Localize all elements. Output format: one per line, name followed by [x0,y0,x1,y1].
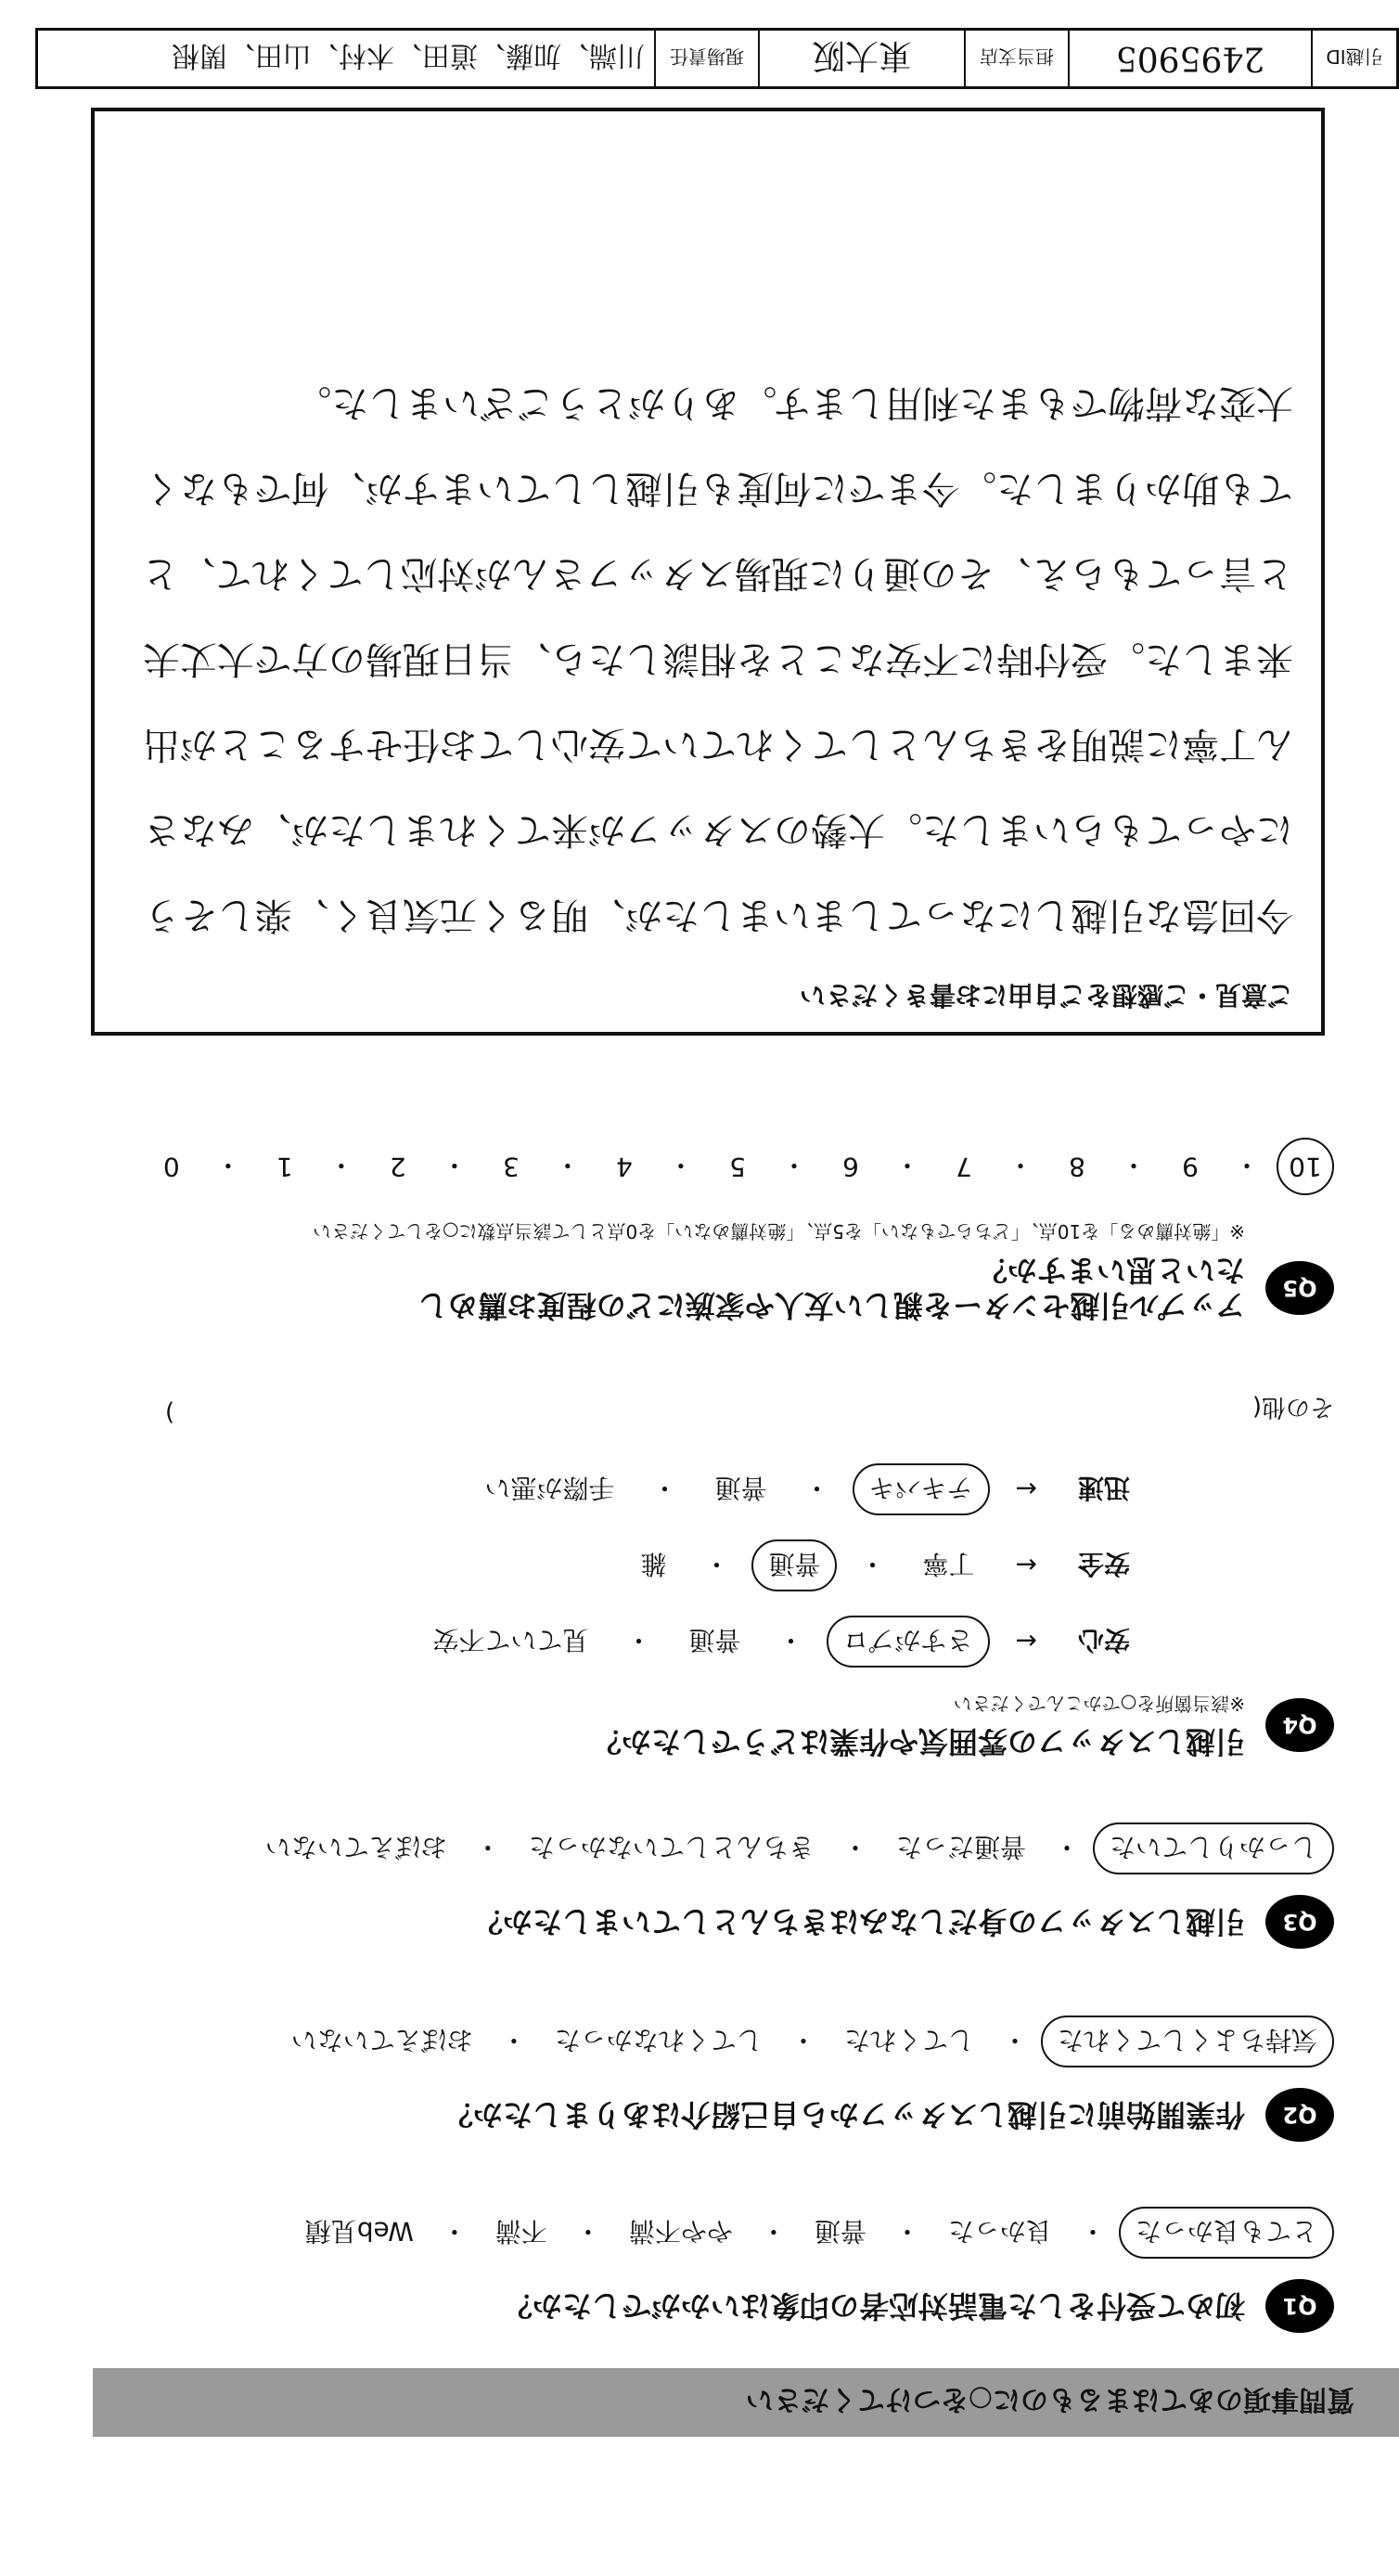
q4-other-close: ) [165,1397,175,1426]
q5-score-3[interactable]: 3 [502,1151,520,1182]
q4-other-field[interactable] [165,1392,1334,1426]
footer-info-table [35,28,1399,89]
footer-branch-value: 東大阪 [758,31,964,86]
q4-jinsoku-option-normal[interactable]: 普通 [714,1472,767,1503]
q1-option-unsatisfied[interactable]: 不満 [494,2216,547,2247]
comment-title: ご意見・ご感想をご自由にお書きください [799,980,1293,1011]
q5-score-7[interactable]: 7 [956,1151,972,1182]
q5-score-9[interactable]: 9 [1182,1151,1199,1182]
comment-box[interactable] [91,108,1325,1036]
q4-row-anzen: 安全 ← 丁寧 ・ 普通 ・ 雑 [35,1539,1130,1591]
q1-text: 初めて受付をした電話対応者の印象はいかがでしたか？ [502,2288,1245,2325]
q4-anzen-option-normal[interactable]: 普通 [751,1539,837,1591]
q2-option-dont-remember[interactable]: おぼえていない [290,2025,473,2055]
footer-leader-label: 現場責任 [654,31,758,86]
q4-jinsoku-option-quick[interactable]: テキパキ [853,1463,990,1515]
q4-row-label: 安全 [1077,1548,1130,1579]
arrow-left-icon: ← [1015,1626,1037,1657]
q1-option-normal[interactable]: 普通 [814,2216,866,2247]
q5-score-10[interactable]: 10 [1277,1138,1334,1195]
q3-option-normal[interactable]: 普通だった [895,1832,1026,1862]
q4-row-label: 迅速 [1077,1472,1130,1503]
q5-score-5[interactable]: 5 [729,1151,746,1182]
question-q1: Q1 初めて受付をした電話対応者の印象はいかがでしたか？ とても良かった ・ 良かった ・ 普通 ・ やや不満 ・ 不満 ・ Web見積 [35,2207,1334,2333]
q1-option-very-good[interactable]: とても良かった [1119,2207,1334,2259]
q2-option-did-not[interactable]: してくれなかった [554,2025,763,2055]
q4-anzen-option-careful[interactable]: 丁寧 [922,1548,975,1579]
q4-text: 引越しスタッフの雰囲気や作業はどうでしたか？ [591,1724,1245,1759]
q4-anshin-option-normal[interactable]: 普通 [688,1624,741,1655]
q5-text: アップル引越センターを親しい友人や家族にどの程度お薦めしたいと思いますか？ [417,1252,1245,1323]
footer-id-label: 引越ID [1311,31,1396,86]
arrow-left-icon: ← [1015,1550,1037,1581]
q3-text: 引越しスタッフの身だしなみはきちんとしていましたか？ [472,1904,1245,1940]
q5-score-0[interactable]: 0 [162,1151,180,1182]
q4-badge: Q4 [1265,1698,1334,1752]
q5-badge: Q5 [1265,1261,1334,1315]
q1-badge: Q1 [1265,2279,1334,2333]
q5-scale: 10 ・ 9 ・ 8 ・ 7 ・ 6 ・ 5 ・ 4 ・ 3 ・ 2 ・ 1 ・ 0 [35,1138,1334,1195]
q4-anshin-option-anxious[interactable]: 見ていて不安 [432,1624,589,1655]
q1-option-web-estimate[interactable]: Web見積 [304,2216,414,2247]
q3-badge: Q3 [1265,1895,1334,1949]
arrow-left-icon: ← [1015,1474,1037,1505]
q5-score-2[interactable]: 2 [389,1151,406,1182]
question-q3: Q3 引越しスタッフの身だしなみはきちんとしていましたか？ しっかりしていた ・ 普通だった ・ きちんとしていなかった ・ おぼえていない [35,1823,1334,1949]
footer-leader-value: 川端、加藤、道田、木村、山田、関根 [172,39,645,71]
q5-score-1[interactable]: 1 [276,1151,293,1182]
q1-option-somewhat-unsatisfied[interactable]: やや不満 [628,2216,733,2247]
q4-row-jinsoku: 迅速 ← テキパキ ・ 普通 ・ 手際が悪い [35,1463,1130,1515]
q4-row-anshin: 安心 ← さすがプロ ・ 普通 ・ 見ていて不安 [35,1616,1130,1668]
comment-handwritten-text: 今回急な引越しになってしまいましたが、明るく元気良く、楽しそうにやってもらいました。大勢のスタッフが来てくれましたが、みなさん丁寧に説明をきちんとしてくれていて安心してお任せすることが出来ました。受付時に不安なことを相談したら、当日現場の方で大丈夫と言ってもらえ、その通りに現場スタッフさんが対応してくれて、とても助かりました。今までに何度も引越ししていますが、何でもなく大変な荷物でもまた利用します。ありがとうございました。 [141,381,1293,936]
q4-other-label: その他( [1251,1392,1334,1421]
question-q5 [35,1138,1334,1323]
footer-id-value: 2495905 [1068,31,1311,86]
question-q2: Q2 作業開始前に引越しスタッフから自己紹介はありましたか？ 気持ちよくしてくれた ・ してくれた ・ してくれなかった ・ おぼえていない [35,2016,1334,2142]
q5-score-4[interactable]: 4 [616,1151,633,1182]
q2-badge: Q2 [1265,2088,1334,2142]
q4-anzen-option-rough[interactable]: 雑 [640,1548,667,1579]
q2-text: 作業開始前に引越しスタッフから自己紹介はありましたか？ [443,2097,1245,2133]
q4-anshin-option-pro[interactable]: さすがプロ [827,1616,990,1668]
q3-option-dont-remember[interactable]: おぼえていない [264,1832,447,1862]
footer-branch-label: 担当支店 [964,31,1068,86]
q5-score-6[interactable]: 6 [842,1151,859,1182]
q3-option-not-neat[interactable]: きちんとしていなかった [528,1832,815,1862]
q4-row-label: 安心 [1077,1624,1130,1655]
q5-note: ※「絶対薦める」を10点、「どちらでもない」を5点、「絶対薦めない」を0点として該当点数に○をしてください [313,1220,1245,1243]
q4-jinsoku-option-clumsy[interactable]: 手際が悪い [484,1472,615,1503]
q2-option-did[interactable]: してくれた [843,2025,974,2055]
q4-note: ※該当箇所を○でかこんでください [953,1692,1245,1715]
q1-option-good[interactable]: 良かった [947,2216,1052,2247]
q2-option-pleasant[interactable]: 気持ちよくしてくれた [1041,2016,1334,2067]
q5-score-8[interactable]: 8 [1069,1151,1085,1182]
q3-option-neat[interactable]: しっかりしていた [1093,1823,1334,1874]
question-q4 [35,1392,1334,1759]
instruction-band: 質問事項のあてはまるものに○をつけてください [93,2368,1399,2437]
